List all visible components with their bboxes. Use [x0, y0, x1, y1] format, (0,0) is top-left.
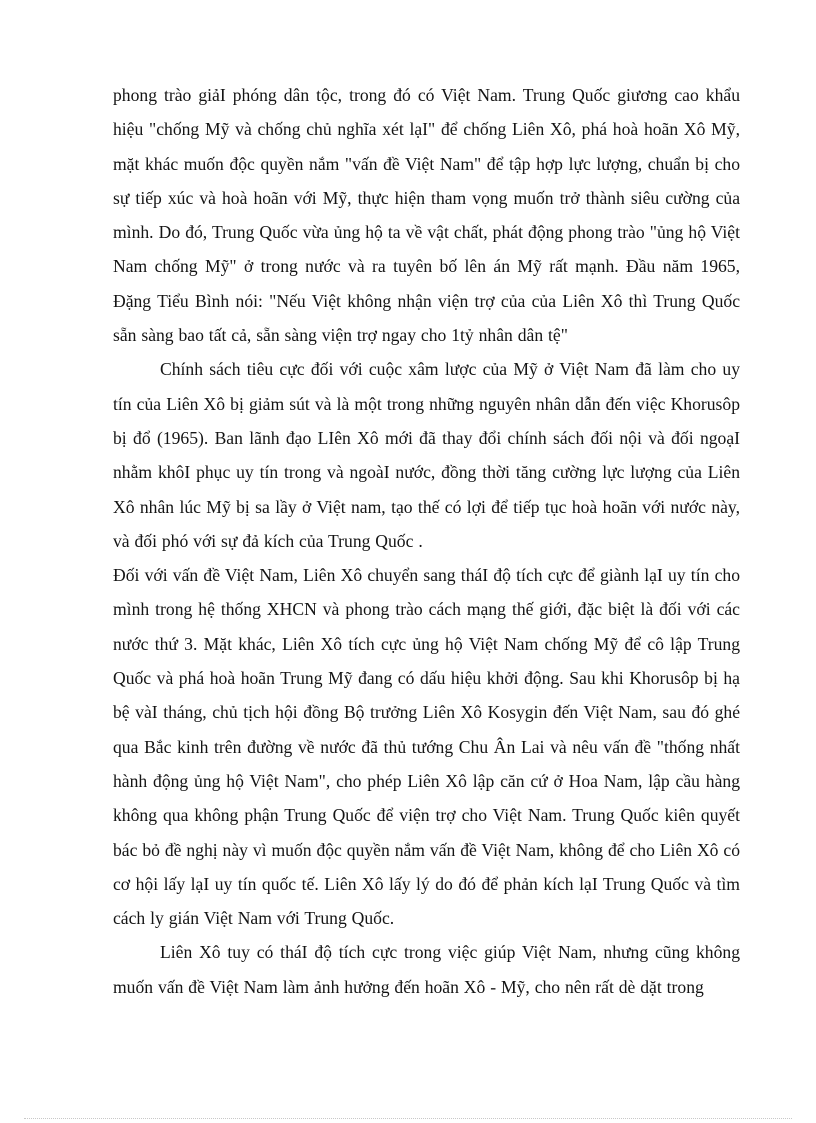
paragraph-4: Liên Xô tuy có tháI độ tích cực trong việc giúp Việt Nam, nhưng cũng không muốn vấn đề Việt Nam làm ảnh hưởng đến hoãn Xô - Mỹ, cho nên rất dè dặt trong — [113, 942, 740, 997]
document-body — [113, 78, 740, 1004]
paragraph-2: Chính sách tiêu cực đối với cuộc xâm lược của Mỹ ở Việt Nam đã làm cho uy tín của Liên Xô bị giảm sút và là một trong những nguyên nhân dẫn đến việc Khorusôp bị đổ (1965). Ban lãnh đạo LIên Xô mới đã thay đổi chính sách đối nội và đối ngoạI nhằm khôI phục uy tín trong và ngoàI nước, đồng thời tăng cường lực lượng của Liên Xô nhân lúc Mỹ bị sa lầy ở Việt nam, tạo thế có lợi để tiếp tục hoà hoãn với nước này, và đối phó với sự đả kích của Trung Quốc . — [113, 359, 740, 551]
page-bottom-divider — [24, 1118, 792, 1119]
paragraph-3: Đối với vấn đề Việt Nam, Liên Xô chuyển sang tháI độ tích cực để giành lạI uy tín cho mình trong hệ thống XHCN và phong trào cách mạng thế giới, đặc biệt là đối với các nước thứ 3. Mặt khác, Liên Xô tích cực ủng hộ Việt Nam chống Mỹ để cô lập Trung Quốc và phá hoà hoãn Trung Mỹ đang có dấu hiệu khởi động. Sau khi Khorusôp bị hạ bệ vàI tháng, chủ tịch hội đồng Bộ trưởng Liên Xô Kosygin đến Việt Nam, sau đó ghé qua Bắc kinh trên đường về nước đã thủ tướng Chu Ân Lai và nêu vấn đề "thống nhất hành động ủng hộ Việt Nam", cho phép Liên Xô lập căn cứ ở Hoa Nam, lập cầu hàng không qua không phận Trung Quốc để viện trợ cho Việt Nam. Trung Quốc kiên quyết bác bỏ đề nghị này vì muốn độc quyền nắm vấn đề Việt Nam, không để cho Liên Xô có cơ hội lấy lạI uy tín quốc tế. Liên Xô lấy lý do đó để phản kích lạI Trung Quốc và tìm cách ly gián Việt Nam với Trung Quốc. — [113, 565, 740, 929]
paragraph-1: phong trào giảI phóng dân tộc, trong đó có Việt Nam. Trung Quốc giương cao khẩu hiệu "chống Mỹ và chống chủ nghĩa xét lạI" để chống Liên Xô, phá hoà hoãn Xô Mỹ, mặt khác muốn độc quyền nắm "vấn đề Việt Nam" để tập hợp lực lượng, chuẩn bị cho sự tiếp xúc và hoà hoãn với Mỹ, thực hiện tham vọng muốn trở thành siêu cường của mình. Do đó, Trung Quốc vừa ủng hộ ta về vật chất, phát động phong trào "ủng hộ Việt Nam chống Mỹ" ở trong nước và ra tuyên bố lên án Mỹ rất mạnh. Đầu năm 1965, Đặng Tiểu Bình nói: "Nếu Việt không nhận viện trợ của của Liên Xô thì Trung Quốc sẵn sàng bao tất cả, sẵn sàng viện trợ ngay cho 1tỷ nhân dân tệ" — [113, 85, 740, 346]
